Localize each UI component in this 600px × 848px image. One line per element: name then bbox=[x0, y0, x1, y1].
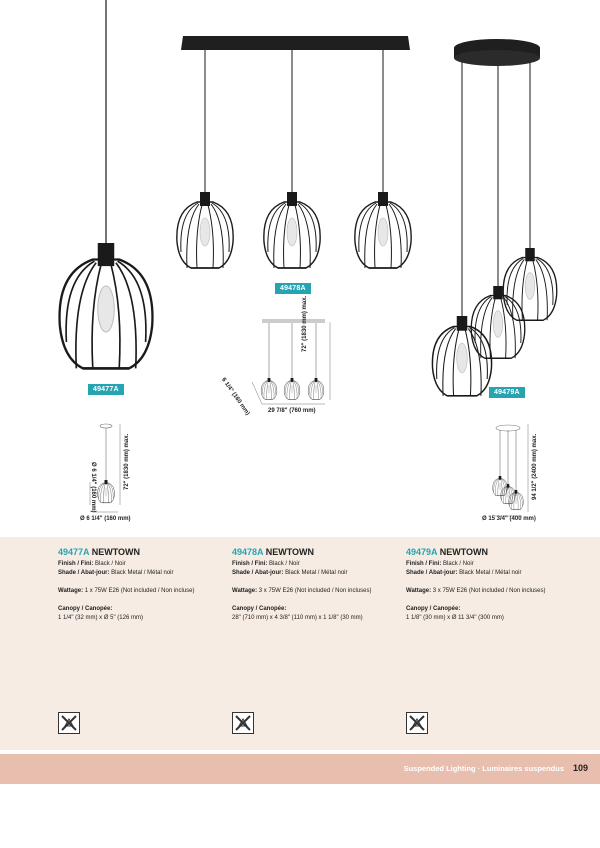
wattage-line: Wattage: 3 x 75W E26 (Not included / Non incluses) bbox=[406, 588, 546, 594]
shade-line: Shade / Abat-jour: Black Metal / Métal noir bbox=[232, 570, 348, 576]
dim-49478a-depth: 6 1/4" (160 mm) bbox=[220, 377, 251, 417]
dim-49478a-width: 29 7/8" (760 mm) bbox=[268, 408, 316, 414]
product-title: 49477A NEWTOWN bbox=[58, 547, 141, 557]
not-for-insulation-icon bbox=[58, 712, 80, 734]
product-tag-49479a: 49479A bbox=[489, 387, 525, 398]
canopy-label: Canopy / Canopée: bbox=[406, 606, 461, 612]
finish-line: Finish / Fini: Black / Noir bbox=[232, 561, 300, 567]
canopy-label: Canopy / Canopée: bbox=[232, 606, 287, 612]
product-column-49479a bbox=[406, 548, 576, 623]
canopy-value: 1 1/4" (32 mm) x Ø 5" (126 mm) bbox=[58, 615, 143, 621]
page-number: 109 bbox=[572, 763, 588, 773]
shade-line: Shade / Abat-jour: Black Metal / Métal noir bbox=[58, 570, 174, 576]
dim-49479a-width: Ø 15 3/4" (400 mm) bbox=[482, 516, 536, 522]
product-tag-49478a: 49478A bbox=[275, 283, 311, 294]
finish-line: Finish / Fini: Black / Noir bbox=[406, 561, 474, 567]
dim-49478a-height: 72" (1830 mm) max. bbox=[302, 295, 308, 352]
dim-49477a-width: Ø 6 1/4" (160 mm) bbox=[80, 516, 131, 522]
product-tag-49477a: 49477A bbox=[88, 384, 124, 395]
not-for-insulation-icon bbox=[406, 712, 428, 734]
wattage-line: Wattage: 1 x 75W E26 (Not included / Non incluse) bbox=[58, 588, 195, 594]
dim-49477a-side: Ø 6 1/4" (160 mm) bbox=[90, 462, 96, 513]
product-column-49478a bbox=[232, 548, 402, 623]
canopy-value: 1 1/8" (30 mm) x Ø 11 3/4" (300 mm) bbox=[406, 615, 504, 621]
footer-section-title: Suspended Lighting · Luminaires suspendus bbox=[403, 764, 564, 773]
not-for-insulation-icon bbox=[232, 712, 254, 734]
canopy-label: Canopy / Canopée: bbox=[58, 606, 113, 612]
canopy-value: 28" (710 mm) x 4 3/8" (110 mm) x 1 1/8" (30 mm) bbox=[232, 615, 363, 621]
dim-49477a-height: 72" (1830 mm) max. bbox=[124, 433, 130, 490]
product-title: 49479A NEWTOWN bbox=[406, 547, 489, 557]
shade-line: Shade / Abat-jour: Black Metal / Métal noir bbox=[406, 570, 522, 576]
page-footer bbox=[0, 754, 600, 784]
dim-49479a-height: 94 1/2" (2400 mm) max. bbox=[532, 433, 538, 500]
finish-line: Finish / Fini: Black / Noir bbox=[58, 561, 126, 567]
product-title: 49478A NEWTOWN bbox=[232, 547, 315, 557]
product-column-49477a bbox=[58, 548, 228, 623]
wattage-line: Wattage: 3 x 75W E26 (Not included / Non incluses) bbox=[232, 588, 372, 594]
